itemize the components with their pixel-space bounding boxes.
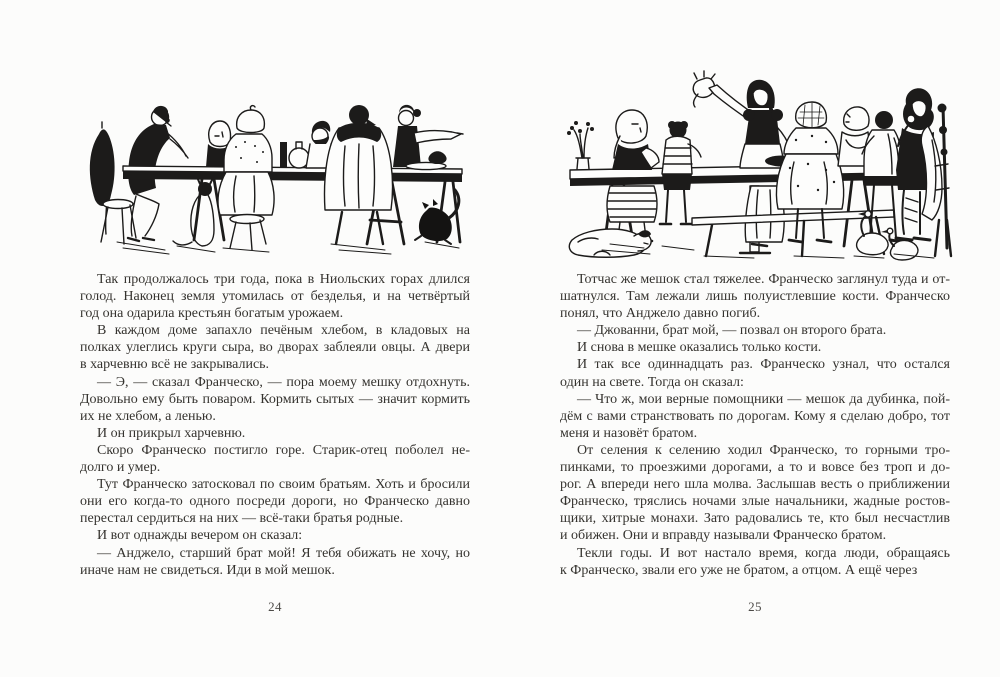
paragraph bbox=[80, 271, 470, 322]
text-line: дём с вами странствовать по дорогам. Кому я сделаю добро, тот bbox=[560, 408, 950, 424]
text-line: голод. Наконец земля утомилась от безделья, и на четвёртый bbox=[80, 289, 470, 305]
paragraph bbox=[560, 322, 950, 339]
ground-shadows bbox=[117, 242, 459, 254]
text-line: они его когда-то одного посреди дороги, но Франческо давно bbox=[80, 494, 470, 510]
paragraph bbox=[80, 545, 470, 579]
text-line: От селения к селению ходил Франческо, то горными тро- bbox=[577, 442, 950, 458]
text-line: Довольно ему быть поваром. Кормить сытых — значит кормить bbox=[80, 391, 470, 407]
paragraph bbox=[80, 476, 470, 527]
text-line: В каждом доме запахло печёным хлебом, в кладовых на bbox=[97, 323, 470, 339]
paragraph bbox=[80, 527, 470, 544]
text-line: полках улеглись круги сыра, во дворах заблеяли овцы. А двери bbox=[80, 340, 470, 356]
text-line: их не хлебом, а ленью. bbox=[80, 408, 216, 424]
text-line: иначе нам не свидеться. Иди в мой мешок. bbox=[80, 562, 335, 578]
cat-icon bbox=[415, 190, 459, 244]
text-line: И снова в мешке оказались только кости. bbox=[577, 340, 822, 356]
text-line: меня и назовёт братом. bbox=[560, 425, 698, 441]
cloaked-man-back bbox=[325, 105, 393, 244]
text-line: пинками, то проезжими дорогами, а то и вовсе без троп и до- bbox=[560, 460, 950, 476]
paragraph bbox=[560, 442, 950, 545]
paragraph bbox=[560, 391, 950, 442]
page-number-24: 24 bbox=[268, 599, 282, 614]
paragraph bbox=[80, 425, 470, 442]
page-number-25: 25 bbox=[748, 599, 762, 614]
bearded-man-chair bbox=[896, 88, 942, 240]
table bbox=[123, 166, 462, 244]
text-line: и обижен. Они и вправду называли Франческо братом. bbox=[560, 528, 887, 544]
family-table-drawing bbox=[554, 70, 955, 262]
text-line: понял, что Анджело давно погиб. bbox=[560, 306, 761, 322]
paragraph bbox=[80, 322, 470, 373]
text-line: год она одарила крестьян богатым урожаем. bbox=[80, 306, 344, 322]
text-line: Франческо, тряслись ночами злые начальники, жадные ростов- bbox=[560, 494, 950, 510]
illustration-tavern-table bbox=[73, 92, 470, 260]
text-line: шатнулся. Там лежали лишь полуистлевшие кости. Франческо bbox=[560, 289, 950, 305]
text-line: один на свете. Тогда он сказал: bbox=[560, 374, 744, 390]
illustration-family-table bbox=[554, 70, 955, 262]
text-line: долго и умер. bbox=[80, 460, 161, 476]
text-line: И так все одиннадцать раз. Франческо узнал, что остался bbox=[577, 357, 950, 373]
paragraph bbox=[560, 271, 950, 322]
paragraph bbox=[80, 374, 470, 425]
paragraph bbox=[560, 545, 950, 579]
text-line: Тут Франческо затосковал по своим братьям. Хоть и бросили bbox=[97, 477, 470, 493]
text-line: Текли годы. И вот настало время, когда люди, обращаясь bbox=[577, 545, 950, 561]
text-line: рог. А впереди него шла молва. Заслышав весть о приближении bbox=[560, 477, 950, 493]
text-line: — Что ж, мои верные помощники — мешок да дубинка, пой- bbox=[577, 391, 950, 407]
flowers bbox=[567, 121, 594, 169]
text-line: Так продолжалось три года, пока в Ниольских горах длился bbox=[97, 272, 470, 287]
text-line: — Анджело, старший брат мой! Я тебя обижать не хочу, но bbox=[97, 545, 470, 561]
text-line: щики, хитрые монахи. Зато радовались те, кто был несчастлив bbox=[560, 511, 950, 527]
pointing-woman bbox=[393, 105, 463, 167]
text-line: — Джованни, брат мой, — позвал он второго брата. bbox=[577, 323, 887, 339]
page-25-text bbox=[560, 271, 950, 579]
text-line: И вот однажды вечером он сказал: bbox=[97, 528, 303, 544]
text-line: в харчевню всё не закрывались. bbox=[80, 357, 270, 373]
paragraph bbox=[560, 356, 950, 390]
text-line: И он прикрыл харчевню. bbox=[97, 425, 246, 441]
text-line: Тотчас же мешок стал тяжелее. Франческо заглянул туда и от- bbox=[577, 272, 950, 287]
hanging-cloak bbox=[90, 122, 115, 234]
text-line: к Франческо, звали его уже не братом, а отцом. А ещё через bbox=[560, 562, 918, 578]
text-line: — Э, — сказал Франческо, — пора моему мешку отдохнуть. bbox=[97, 374, 470, 390]
tavern-table-drawing bbox=[73, 92, 470, 260]
bottle-and-jug bbox=[280, 142, 309, 168]
page-24-text bbox=[80, 271, 470, 579]
paragraph bbox=[560, 339, 950, 356]
paragraph bbox=[80, 442, 470, 476]
text-line: перестал сердиться на них — всё-таки братья родные. bbox=[80, 511, 404, 527]
text-line: Скоро Франческо постигло горе. Старик-отец поболел не- bbox=[97, 442, 470, 458]
